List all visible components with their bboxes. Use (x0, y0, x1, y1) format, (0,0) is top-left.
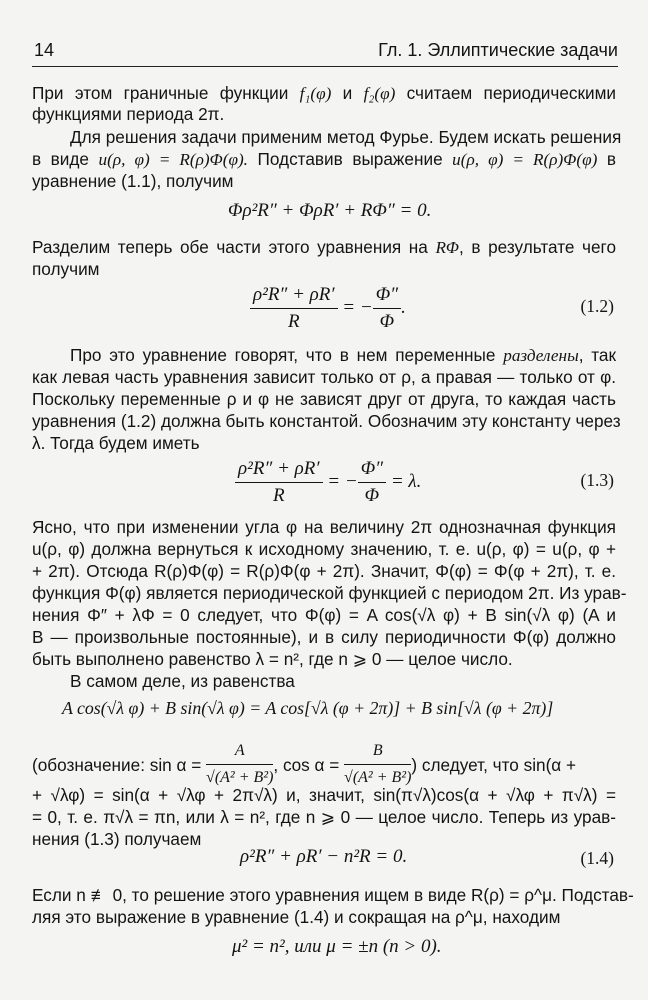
equation-1-2 (250, 284, 406, 333)
text-line: + √λφ) = sin(α + √λφ + 2π√λ) и, значит, sin(π√λ)cos(α + √λφ + π√λ) = (32, 785, 616, 805)
numerator: A (206, 740, 273, 765)
fraction (358, 458, 386, 507)
text: , в результате чего (459, 237, 616, 257)
text-line: Ясно, что при изменении угла φ на величину 2π однозначная функция (32, 517, 616, 537)
text-line: как левая часть уравнения зависит только от ρ, а правая — только от φ. (32, 367, 616, 387)
punct: . (401, 296, 406, 318)
text: , так (578, 345, 616, 365)
operator: = − (322, 470, 358, 492)
running-header (32, 40, 618, 67)
text-line: функция Φ(φ) является периодической функцией с периодом 2π. Из урав- (32, 583, 627, 603)
math: f₂(φ) (363, 84, 396, 103)
text: Подставив выражение (247, 149, 453, 169)
punct: = λ. (386, 470, 422, 492)
text: При этом граничные функции (32, 83, 300, 103)
text-line (32, 236, 616, 259)
text-line (32, 740, 616, 786)
equation-1-3 (235, 458, 421, 507)
page-number: 14 (34, 40, 55, 60)
chapter-title: Гл. 1. Эллиптические задачи (378, 40, 618, 60)
numerator: Φ″ (373, 284, 401, 309)
denominator: R (272, 485, 285, 506)
equation-main: Φρ²R″ + ΦρR′ + RΦ″ = 0. (228, 200, 432, 221)
math: u(ρ, φ) = R(ρ)Φ(φ) (452, 150, 598, 169)
text: и (331, 83, 364, 103)
text: в виде (32, 149, 99, 169)
math: RΦ (435, 238, 460, 257)
text-line: быть выполнено равенство λ = n², где n ⩾ 0 — целое число. (32, 649, 513, 669)
fraction (235, 458, 323, 507)
numerator: B (344, 740, 411, 765)
text-line: Если n ≢ 0, то решение этого уравнения ищем в виде R(ρ) = ρ^μ. Подстав- (32, 885, 634, 905)
equation-label: (1.2) (580, 296, 614, 316)
text-line: функциями периода 2π. (32, 104, 225, 124)
text-line: = 0, т. е. π√λ = πn, или λ = n², где n ⩾ 0 — целое число. Теперь из урав- (32, 807, 616, 827)
text-line (70, 344, 616, 367)
text: (обозначение: sin α = (32, 754, 202, 775)
text: Про это уравнение говорят, что в нем переменные (70, 345, 504, 365)
numerator: Φ″ (358, 458, 386, 483)
fraction (206, 740, 273, 789)
text-line: ляя это выражение в уравнение (1.4) и сокращая на ρ^μ, находим (32, 907, 561, 927)
text-line: нения Φ″ + λΦ = 0 следует, что Φ(φ) = A cos(√λ φ) + B sin(√λ φ) (A и (32, 605, 616, 625)
text-line: В самом деле, из равенства (70, 671, 295, 691)
emphasis: разделены (503, 346, 579, 365)
text-line (32, 82, 616, 105)
text: , cos α = (273, 754, 340, 775)
denominator: R (287, 311, 300, 332)
text-line: u(ρ, φ) должна вернуться к исходному значению, т. е. u(ρ, φ) = u(ρ, φ + (32, 539, 616, 559)
numerator: ρ²R″ + ρR′ (235, 458, 323, 483)
equation-label: (1.3) (580, 470, 614, 490)
text-line: B — произвольные постоянные), и в силу периодичности Φ(φ) должно (32, 627, 616, 647)
text: считаем периодическими (395, 83, 617, 103)
text-line: + 2π). Отсюда R(ρ)Φ(φ) = R(ρ)Φ(φ + 2π). Значит, Φ(φ) = Φ(φ + 2π), т. е. (32, 561, 616, 581)
denominator: √(A² + B²) (344, 769, 412, 786)
text-line: Для решения задачи применим метод Фурье. Будем искать решения (70, 127, 622, 147)
math: f₁(φ) (299, 84, 332, 103)
equation-long: A cos(√λ φ) + B sin(√λ φ) = A cos[√λ (φ + 2π)] + B sin[√λ (φ + 2π)] (62, 698, 554, 718)
denominator: Φ (364, 485, 380, 506)
equation-last: μ² = n², или μ = ±n (n > 0). (232, 936, 442, 957)
text: ) следует, что sin(α + (411, 754, 577, 775)
denominator: Φ (379, 311, 395, 332)
fraction (373, 284, 401, 333)
denominator: √(A² + B²) (206, 769, 274, 786)
text: в (597, 149, 616, 169)
text-line: получим (32, 259, 100, 279)
fraction (344, 740, 411, 789)
text-line: Поскольку переменные ρ и φ не зависят друг от друга, то каждая часть (32, 389, 616, 409)
text-line: λ. Тогда будем иметь (32, 433, 200, 453)
text-line: нения (1.3) получаем (32, 829, 202, 849)
numerator: ρ²R″ + ρR′ (250, 284, 338, 309)
text-line: уравнения (1.2) должна быть константой. Обозначим эту константу через (32, 411, 621, 431)
text-line: уравнение (1.1), получим (32, 171, 234, 191)
equation-label: (1.4) (580, 848, 614, 868)
equation-1-4: ρ²R″ + ρR′ − n²R = 0. (240, 846, 408, 867)
fraction (250, 284, 338, 333)
text: Разделим теперь обе части этого уравнения на (32, 237, 436, 257)
operator: = − (337, 296, 373, 318)
math: u(ρ, φ) = R(ρ)Φ(φ). (98, 150, 248, 169)
text-line (32, 148, 616, 171)
